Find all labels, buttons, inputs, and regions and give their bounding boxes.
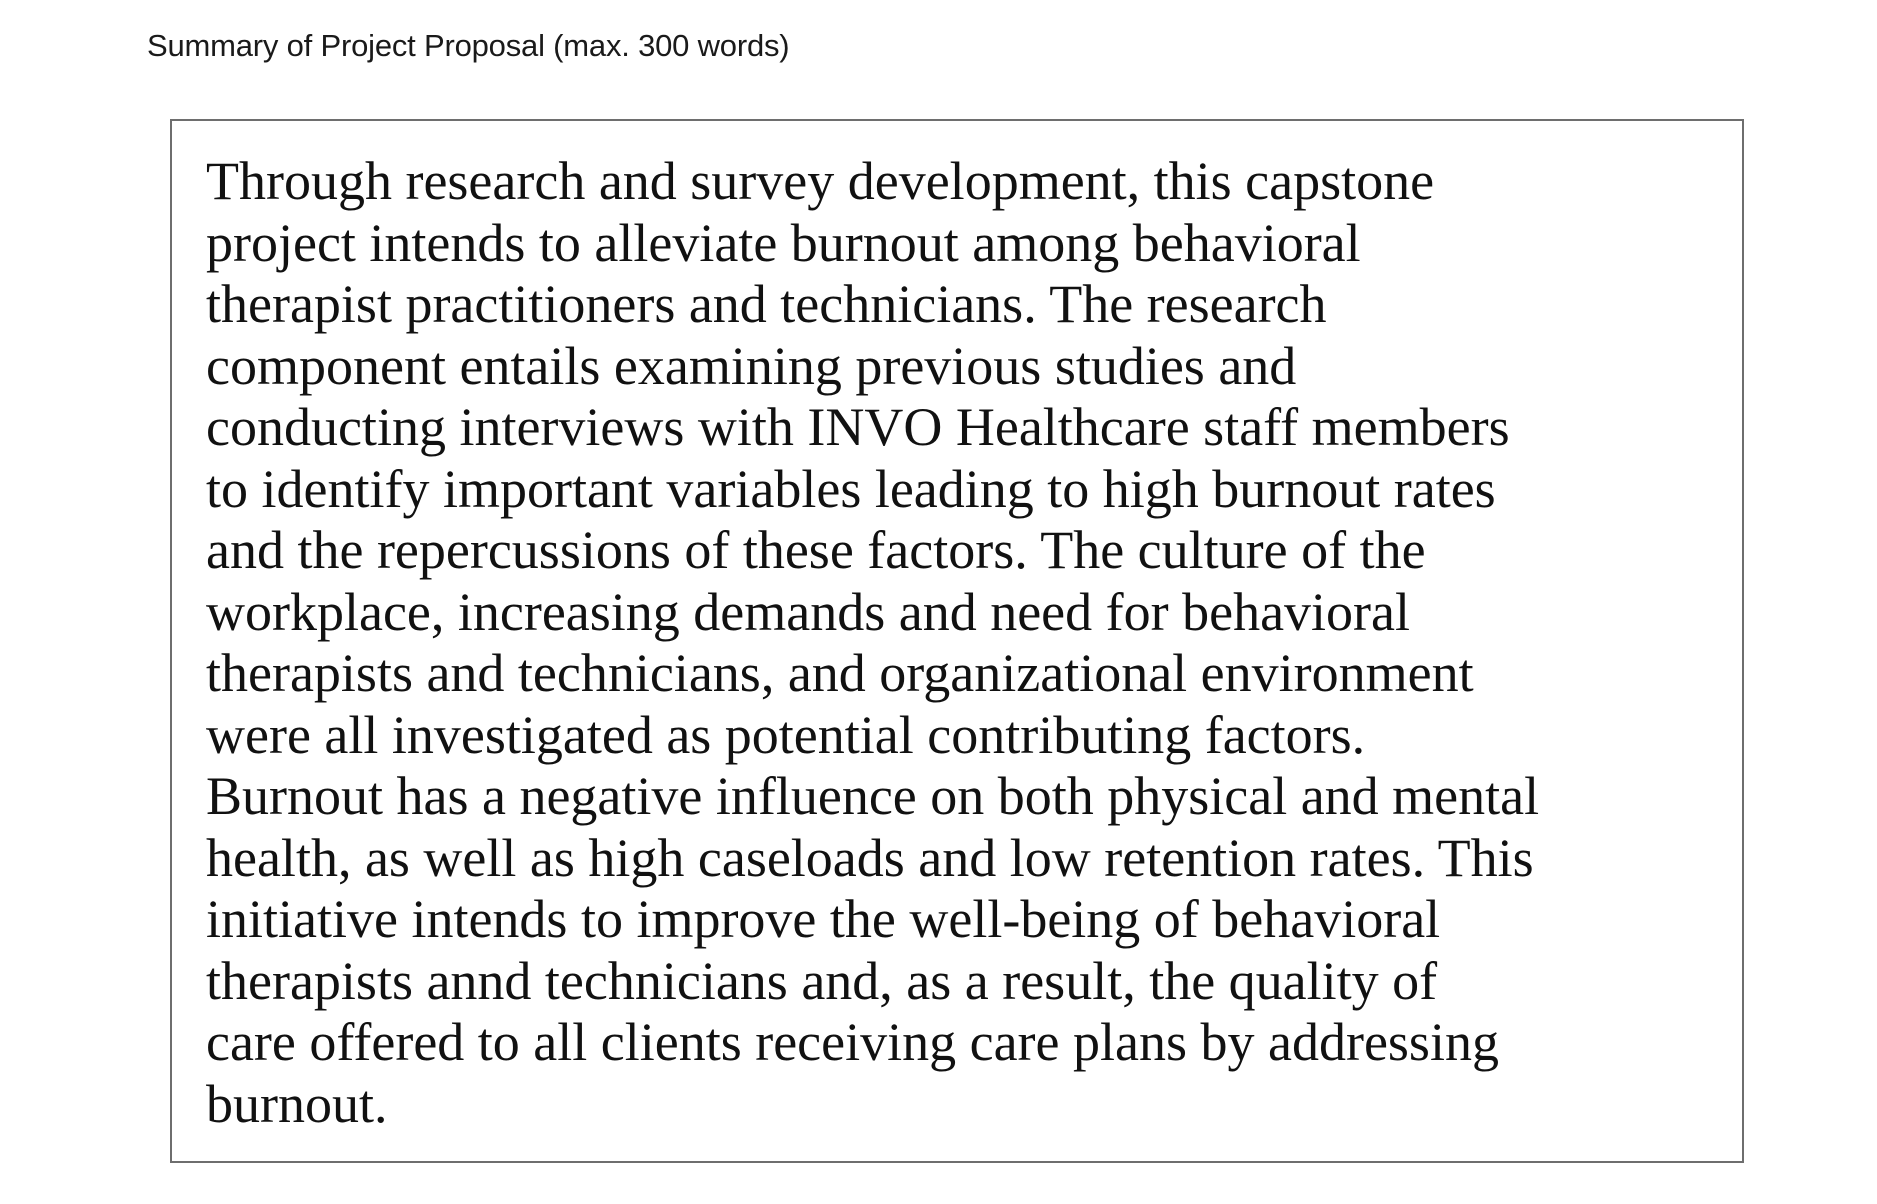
- summary-line: Burnout has a negative influence on both physical and mental: [206, 766, 1540, 826]
- summary-line: therapist practitioners and technicians. The research: [206, 274, 1327, 334]
- summary-line: therapists and technicians, and organizational environment: [206, 643, 1474, 703]
- summary-line: therapists annd technicians and, as a result, the quality of: [206, 950, 1438, 1011]
- summary-line: Through research and survey development, this capstone: [206, 151, 1435, 211]
- summary-line: burnout.: [206, 1073, 388, 1134]
- summary-line: project intends to alleviate burnout among behavioral: [206, 212, 1361, 273]
- summary-line: component entails examining previous studies and: [206, 335, 1297, 396]
- summary-line: workplace, increasing demands and need for behavioral: [206, 581, 1411, 642]
- summary-line: health, as well as high caseloads and low retention rates. This: [206, 827, 1534, 888]
- summary-line: care offered to all clients receiving care plans by addressing: [206, 1012, 1499, 1072]
- summary-line: initiative intends to improve the well-being of behavioral: [206, 889, 1441, 949]
- summary-line: were all investigated as potential contributing factors.: [206, 704, 1366, 765]
- summary-text-box[interactable]: [170, 119, 1744, 1163]
- summary-line: conducting interviews with INVO Healthcare staff members: [206, 397, 1510, 457]
- summary-heading: Summary of Project Proposal (max. 300 words): [147, 28, 790, 63]
- summary-line: and the repercussions of these factors. The culture of the: [206, 520, 1426, 580]
- summary-line: to identify important variables leading to high burnout rates: [206, 458, 1496, 519]
